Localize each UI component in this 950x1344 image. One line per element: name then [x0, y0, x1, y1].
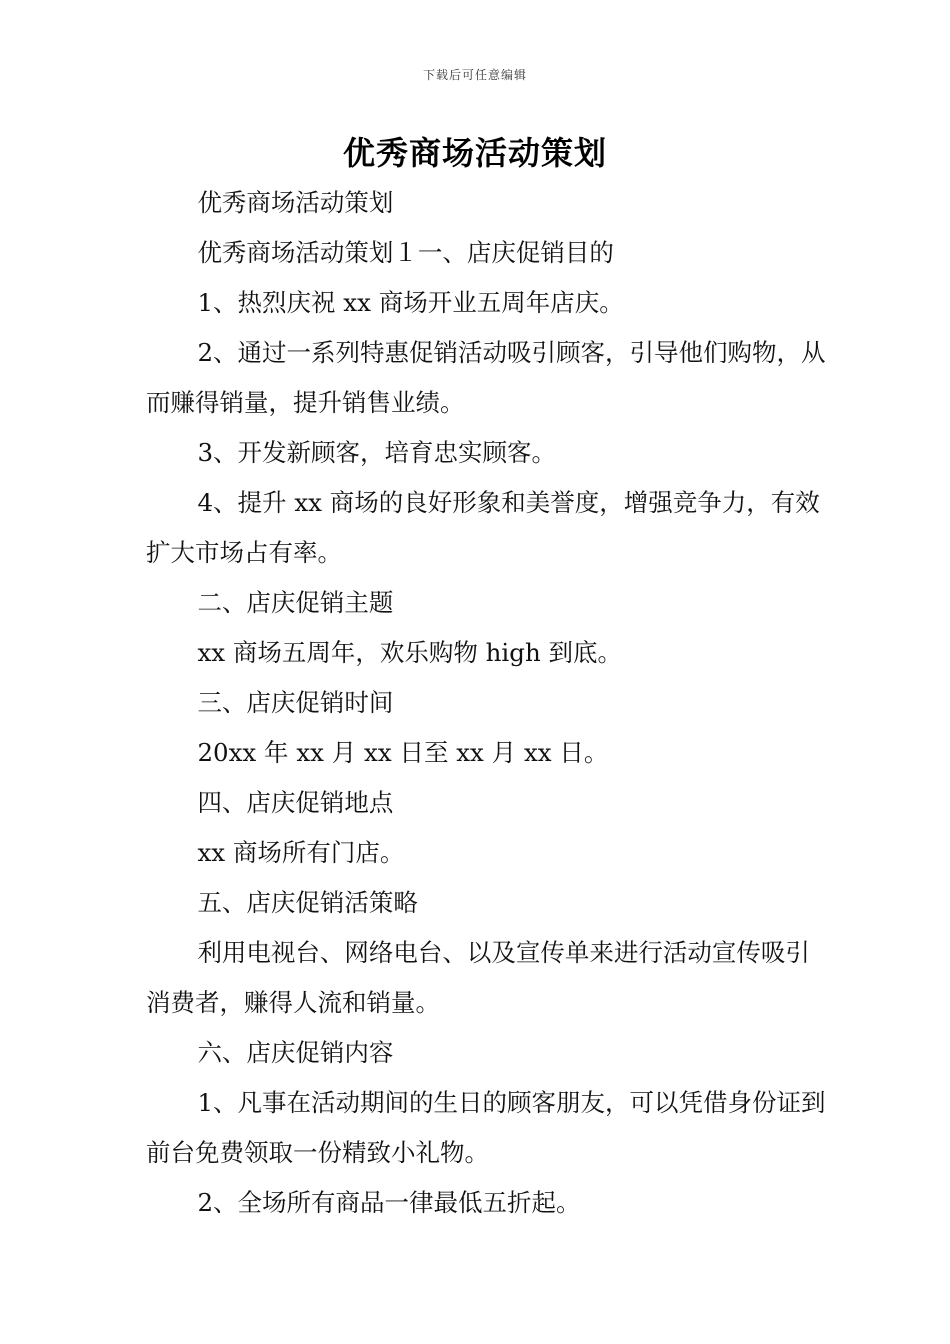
- paragraph: 1、热烈庆祝 xx 商场开业五周年店庆。: [197, 288, 624, 317]
- paragraph: 1、凡事在活动期间的生日的顾客朋友，可以凭借身份证到前台免费领取一份精致小礼物。: [146, 1088, 826, 1167]
- document-body: [146, 178, 826, 1228]
- paragraph: 4、提升 xx 商场的良好形象和美誉度，增强竞争力，有效扩大市场占有率。: [146, 488, 820, 567]
- section-heading: 三、店庆促销时间: [197, 688, 394, 717]
- paragraph: 2、全场所有商品一律最低五折起。: [197, 1188, 581, 1217]
- section-heading: 四、店庆促销地点: [197, 788, 394, 817]
- paragraph: 优秀商场活动策划１一、店庆促销目的: [197, 238, 614, 267]
- paragraph: 2、通过一系列特惠促销活动吸引顾客，引导他们购物，从而赚得销量，提升销售业绩。: [146, 338, 826, 417]
- paragraph: 20xx 年 xx 月 xx 日至 xx 月 xx 日。: [197, 738, 609, 767]
- paragraph: xx 商场五周年，欢乐购物 high 到底。: [197, 638, 623, 667]
- paragraph: 3、开发新顾客，培育忠实顾客。: [197, 438, 557, 467]
- section-heading: 六、店庆促销内容: [197, 1038, 394, 1067]
- document-title: 优秀商场活动策划: [342, 134, 607, 172]
- paragraph: xx 商场所有门店。: [197, 838, 405, 867]
- paragraph: 利用电视台、网络电台、以及宣传单来进行活动宣传吸引消费者，赚得人流和销量。: [146, 938, 810, 1017]
- paragraph: 优秀商场活动策划: [197, 188, 394, 217]
- section-heading: 二、店庆促销主题: [197, 588, 394, 617]
- header-note: 下载后可任意编辑: [422, 68, 527, 82]
- section-heading: 五、店庆促销活策略: [197, 888, 418, 917]
